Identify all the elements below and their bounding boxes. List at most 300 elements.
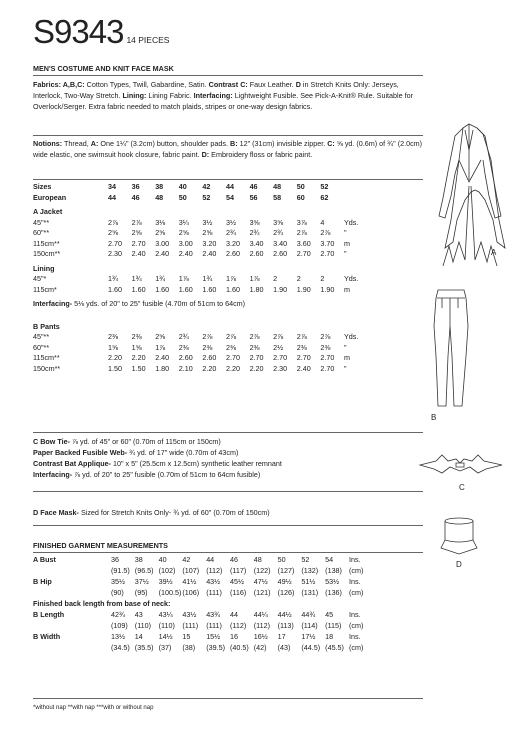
back-length-label: Finished back length from base of neck:: [33, 599, 171, 608]
yardage-value: 1⅞: [155, 342, 166, 352]
notions-b-text: 12" (31cm) invisible zipper.: [237, 139, 328, 148]
unit-cell: (cm): [348, 621, 364, 630]
measurement-label: A Bust: [33, 555, 56, 564]
yardage-value: 4: [320, 217, 325, 227]
yardage-value: 2⅜: [202, 342, 213, 352]
yardage-value: 3½: [202, 217, 213, 227]
unit-cell: m: [343, 284, 350, 294]
measurement-label: [33, 620, 111, 631]
measurement-value: (90): [111, 588, 124, 597]
yardage-table: [33, 182, 364, 374]
measurement-value: 15½: [206, 632, 221, 641]
yardage-value: 3.00: [178, 238, 193, 248]
measurement-value: (114): [301, 621, 318, 630]
measurement-value: 44½: [277, 610, 292, 619]
notions-b-label: B:: [230, 139, 238, 148]
size-cell: 38: [155, 182, 164, 191]
european-size-cell: 56: [249, 192, 258, 202]
yardage-value: 1.60: [178, 284, 193, 294]
measurement-value: (100.5): [158, 588, 182, 597]
measurement-value: 39½: [158, 577, 173, 586]
european-label: European: [33, 192, 67, 202]
jacket-tailcoat-illustration: [425, 120, 515, 270]
european-size-cell: 48: [155, 192, 164, 202]
yardage-value: 1.80: [155, 363, 170, 373]
yardage-value: 1⅞: [178, 274, 189, 283]
yardage-value: 2⅞: [249, 332, 260, 341]
yardage-value: 2.70: [320, 363, 335, 373]
yardage-value: 2.20: [108, 353, 122, 362]
yardage-row: [33, 364, 364, 375]
yardage-value: 2.60: [273, 249, 288, 258]
fabrics-label: Fabrics: A,B,C:: [33, 80, 85, 89]
measurement-value: 44¾: [301, 610, 316, 619]
measurement-value: (136): [325, 588, 342, 597]
measurement-label: [33, 565, 111, 576]
unit-cell: (cm): [348, 643, 364, 652]
yardage-value: 3⅛: [155, 217, 166, 227]
yardage-value: 3.20: [202, 238, 217, 248]
measurement-value: 43¼: [158, 610, 173, 619]
unit-cell: m: [343, 353, 350, 362]
yardage-value: 3.60: [296, 238, 311, 248]
yardage-value: 2.60: [178, 353, 193, 362]
yardage-value: 2.70: [273, 353, 288, 362]
bat-bowtie-illustration: [416, 451, 508, 479]
measurement-label: B Hip: [33, 577, 52, 586]
yardage-value: 1.90: [320, 284, 335, 294]
yardage-value: 2⅝: [178, 228, 189, 237]
web-label: Paper Backed Fusible Web-: [33, 448, 128, 457]
yardage-row: [33, 218, 364, 229]
notions-paragraph: [33, 138, 425, 160]
measurement-value: 35½: [111, 577, 125, 586]
fabric-width-label: 115cm**: [33, 238, 60, 248]
measurement-value: (35.5): [134, 643, 154, 652]
yardage-value: 2⅜: [131, 332, 142, 341]
measurement-value: (112): [206, 566, 223, 575]
measurement-value: (43): [277, 643, 291, 652]
unit-cell: ": [343, 342, 347, 352]
yardage-row: [33, 285, 364, 296]
yardage-value: 2.30: [108, 249, 122, 258]
mask-label: D Face Mask-: [33, 508, 79, 517]
measurement-value: (102): [158, 566, 176, 575]
section-header: [33, 207, 364, 218]
contrast-text: Faux Leather.: [247, 80, 296, 89]
divider: [33, 75, 423, 76]
fabric-width-label: 60"**: [33, 228, 50, 237]
bowtie-text: ⅞ yd. of 45" or 60" (0.70m of 115cm or 150cm): [70, 437, 221, 446]
footnote: *without nap **with nap ***with or without nap: [33, 705, 154, 711]
interfacing-a-cell: [33, 299, 364, 310]
measurement-value: 38: [134, 555, 143, 564]
measurement-value: (122): [253, 566, 271, 575]
yardage-value: 2⅞: [273, 332, 284, 341]
unit-cell: Ins.: [348, 632, 361, 641]
yardage-value: 2.40: [131, 249, 146, 258]
unit-cell: Ins.: [348, 555, 361, 564]
unit-cell: ": [343, 249, 347, 258]
measurement-value: (95): [134, 588, 148, 597]
yardage-value: 1.80: [249, 284, 264, 294]
measurement-value: (121): [253, 588, 271, 597]
measurement-value: (132): [301, 566, 319, 575]
divider: [33, 135, 423, 136]
section-header: [33, 322, 364, 333]
european-size-cell: 46: [131, 192, 140, 202]
yardage-value: 3.00: [155, 238, 170, 248]
lining-text: Lining Fabric.: [146, 91, 194, 100]
yardage-value: 2⅝: [131, 228, 142, 237]
measurement-value: (39.5): [206, 643, 225, 652]
measurement-value: (91.5): [111, 566, 130, 575]
bowtie-label: C Bow Tie-: [33, 437, 71, 446]
yardage-value: 2.60: [249, 249, 264, 258]
yardage-value: 1.60: [131, 284, 146, 294]
measurement-value: 43: [134, 610, 143, 619]
int-text: ⅞ yd. of 20" to 25" fusible (0.70m of 51cm to 64cm fusible): [72, 470, 261, 479]
yardage-value: 2.40: [178, 249, 193, 258]
measurement-value: (138): [325, 566, 342, 575]
fabric-width-label: 115cm**: [33, 353, 60, 362]
yardage-value: 2⅝: [155, 332, 166, 341]
fabrics-paragraph: [33, 79, 425, 112]
pants-illustration: [428, 286, 478, 416]
measurement-value: (42): [253, 643, 267, 652]
measurement-value: (107): [182, 566, 200, 575]
yardage-value: 2⅞: [225, 332, 236, 341]
web-text: ¾ yd. of 17" wide (0.70m of 43cm): [127, 448, 239, 457]
yardage-value: 2⅞: [202, 332, 213, 341]
measurement-row: [33, 565, 363, 576]
interfacing-row: [33, 299, 364, 310]
yardage-value: 2⅞: [296, 228, 307, 237]
interfacing-a-text: 5⅛ yds. of 20" to 25" fusible (4.70m of 51cm to 64cm): [72, 299, 246, 308]
yardage-value: 2⅜: [320, 342, 331, 352]
divider: [33, 552, 423, 553]
yardage-row: [33, 353, 364, 364]
european-row: [33, 193, 364, 204]
measurement-value: (127): [277, 566, 295, 575]
measurement-value: 44: [229, 610, 238, 619]
notions-d-text: Embroidery floss or fabric paint.: [209, 150, 313, 159]
measurement-row: [33, 587, 363, 598]
yardage-value: 2.20: [131, 353, 146, 362]
yardage-value: 2.70: [320, 353, 335, 362]
measurement-value: (115): [325, 621, 342, 630]
measurement-value: 54: [325, 555, 334, 564]
measurement-value: (113): [277, 621, 294, 630]
yardage-value: 3⅝: [249, 217, 260, 227]
sizes-label: Sizes: [33, 182, 52, 191]
measurement-value: (96.5): [134, 566, 154, 575]
yardage-value: 2½: [273, 342, 284, 352]
interfacing-a-label: Interfacing-: [33, 299, 73, 308]
yardage-value: 3.20: [225, 238, 240, 248]
measurement-value: (111): [182, 621, 199, 630]
yardage-value: 2.20: [249, 363, 264, 373]
size-cell: 34: [108, 182, 116, 191]
measurement-value: 44¼: [253, 610, 268, 619]
yardage-value: 2.20: [202, 363, 217, 373]
fusible-web-note: [33, 447, 238, 458]
measurement-row: [33, 620, 363, 631]
yardage-value: 1.90: [273, 284, 288, 294]
yardage-value: 1¾: [108, 274, 118, 283]
measurement-row: [33, 554, 363, 565]
yardage-value: 3.40: [273, 238, 288, 248]
measurement-value: (111): [206, 621, 222, 630]
section-header: [33, 264, 364, 275]
yardage-value: 2⅝: [202, 228, 213, 237]
section-title: Lining: [33, 263, 55, 273]
measurement-value: (38): [182, 643, 196, 652]
d-text: in Stretch Knits Only: Jerseys, Interlock, Two-Way Stretch.: [33, 80, 399, 100]
figure-a-label: A: [491, 248, 497, 257]
measurement-value: (109): [111, 621, 128, 630]
yardage-value: 3.70: [320, 238, 335, 248]
yardage-value: 1⅝: [108, 342, 118, 352]
divider: [33, 432, 423, 433]
yardage-value: 1⅞: [249, 274, 260, 283]
measurement-value: 15: [182, 632, 191, 641]
yardage-value: 1⅞: [225, 274, 236, 283]
yardage-row: [33, 228, 364, 239]
european-size-cell: 60: [296, 192, 305, 202]
fabric-width-label: 115cm*: [33, 284, 57, 294]
yardage-value: 2: [320, 274, 325, 283]
measurement-value: 44: [206, 555, 215, 564]
pattern-title: MEN'S COSTUME AND KNIT FACE MASK: [33, 64, 174, 73]
measurement-value: 40: [158, 555, 167, 564]
measurement-value: 53½: [325, 577, 340, 586]
yardage-value: 2.70: [131, 238, 146, 248]
measurement-value: (40.5): [229, 643, 249, 652]
pieces-count: 14 PIECES: [126, 35, 170, 45]
size-cell: 42: [202, 182, 211, 191]
yardage-value: 3⅞: [296, 217, 307, 227]
d-label: D: [295, 80, 301, 89]
measurement-value: (106): [182, 588, 200, 597]
notions-c-text: ⅝ yd. (0.6m) of ¾" (2.0cm) wide elastic, one swimsuit hook closure, fabric paint.: [33, 139, 423, 159]
yardage-value: 2.40: [202, 249, 217, 258]
notions-text: Thread,: [62, 139, 91, 148]
divider: [33, 491, 423, 492]
measurement-value: 43½: [182, 610, 197, 619]
unit-cell: (cm): [348, 566, 364, 575]
measurement-value: (44.5): [301, 643, 321, 652]
fabric-width-label: 45"*: [33, 274, 47, 283]
yardage-value: 2⅞: [108, 217, 118, 227]
notions-c-label: C:: [327, 139, 335, 148]
yardage-value: 1¾: [131, 274, 142, 283]
section-title: A Jacket: [33, 207, 63, 216]
divider: [33, 525, 423, 526]
measurement-value: 37½: [134, 577, 149, 586]
measurement-value: 18: [325, 632, 334, 641]
notions-label: Notions:: [33, 139, 63, 148]
divider: [33, 698, 423, 699]
measurement-value: 14½: [158, 632, 173, 641]
european-size-cell: 44: [108, 192, 116, 202]
unit-cell: Ins.: [348, 610, 361, 619]
unit-cell: Yds.: [343, 274, 359, 283]
fabric-width-label: 60"**: [33, 342, 50, 352]
yardage-value: 1⅝: [131, 342, 142, 352]
section-title: B Pants: [33, 321, 60, 331]
yardage-value: 2.40: [296, 363, 311, 373]
measurement-value: 46: [229, 555, 238, 564]
yardage-value: 1¾: [155, 274, 166, 283]
measurement-value: (112): [229, 621, 247, 630]
yardage-value: 2⅜: [178, 342, 189, 352]
unit-cell: ": [343, 363, 347, 373]
sizes-row: [33, 182, 364, 193]
yardage-value: 2.40: [155, 353, 170, 362]
measurement-value: 43¾: [206, 610, 221, 619]
fabric-width-label: 150cm**: [33, 249, 61, 258]
measurements-table: [33, 554, 363, 653]
european-size-cell: 50: [178, 192, 187, 202]
measurement-value: 42: [182, 555, 191, 564]
notions-a-label: A:: [90, 139, 99, 148]
notions-d-label: D:: [201, 150, 210, 159]
yardage-value: 2⅝: [108, 228, 118, 237]
yardage-value: 2.40: [155, 249, 170, 258]
measurement-value: (34.5): [111, 643, 130, 652]
unit-cell: m: [343, 238, 350, 248]
yardage-value: 2¾: [225, 228, 236, 237]
measurements-title: FINISHED GARMENT MEASUREMENTS: [33, 541, 168, 550]
measurement-label: [33, 642, 111, 653]
yardage-row: [33, 239, 364, 250]
yardage-value: 2: [273, 274, 278, 283]
yardage-value: 1.60: [202, 284, 217, 294]
unit-cell: Yds.: [343, 217, 359, 227]
interfacing-label: Interfacing:: [193, 91, 233, 100]
yardage-value: 2.70: [320, 249, 335, 258]
notions-a-text: One 1¼" (3.2cm) button, shoulder pads.: [98, 139, 230, 148]
yardage-value: 2⅞: [131, 217, 142, 227]
measurement-value: 16½: [253, 632, 268, 641]
bowtie-note: [33, 436, 221, 447]
measurement-value: (117): [229, 566, 247, 575]
figure-d-label: D: [456, 560, 462, 569]
yardage-value: 3¼: [178, 217, 189, 227]
unit-cell: Ins.: [348, 577, 361, 586]
header: [33, 14, 169, 50]
yardage-value: 2.30: [273, 363, 288, 373]
unit-cell: ": [343, 228, 347, 237]
size-cell: 44: [225, 182, 234, 191]
measurement-row: [33, 576, 363, 587]
bat-text: 10" x 5" (25.5cm x 12.5cm) synthetic leather remnant: [111, 459, 282, 468]
measurement-value: 48: [253, 555, 262, 564]
divider: [33, 179, 423, 180]
face-mask-note: [33, 507, 270, 518]
measurement-value: (37): [158, 643, 172, 652]
measurement-value: 16: [229, 632, 238, 641]
unit-cell: Yds.: [343, 332, 359, 341]
fabrics-text: Cotton Types, Twill, Gabardine, Satin.: [84, 80, 209, 89]
yardage-value: 3⅝: [273, 217, 284, 227]
yardage-value: 1.90: [296, 284, 311, 294]
yardage-value: 1.60: [108, 284, 122, 294]
size-cell: 40: [178, 182, 187, 191]
european-size-cell: 54: [225, 192, 234, 202]
measurement-value: 13½: [111, 632, 125, 641]
yardage-row: [33, 343, 364, 354]
pattern-number: S9343: [33, 13, 124, 50]
yardage-value: 2¾: [273, 228, 284, 237]
yardage-value: 1.60: [225, 284, 240, 294]
yardage-value: 2⅞: [296, 332, 307, 341]
yardage-value: 2.20: [225, 363, 240, 373]
yardage-value: 2.60: [202, 353, 217, 362]
fabric-width-label: 150cm**: [33, 363, 61, 373]
yardage-value: 2⅜: [225, 342, 236, 352]
yardage-row: [33, 332, 364, 343]
measurement-value: (116): [229, 588, 247, 597]
measurement-row: [33, 642, 363, 653]
yardage-value: 2.60: [225, 249, 240, 258]
measurement-value: (126): [277, 588, 295, 597]
measurement-value: (45.5): [325, 643, 344, 652]
mask-text: Sized for Stretch Knits Only- ¾ yd. of 60" (0.70m of 150cm): [78, 508, 270, 517]
european-size-cell: 52: [202, 192, 211, 202]
yardage-value: 2.10: [178, 363, 193, 373]
yardage-value: 3.40: [249, 238, 264, 248]
face-mask-illustration: [437, 516, 483, 558]
yardage-value: 2⅜: [296, 342, 307, 352]
yardage-value: 2⅜: [249, 342, 260, 352]
yardage-value: 2⅜: [108, 332, 118, 341]
yardage-row: [33, 274, 364, 285]
measurement-value: 36: [111, 555, 119, 564]
measurement-value: 45: [325, 610, 334, 619]
european-size-cell: 62: [320, 192, 329, 202]
measurement-value: 42¾: [111, 610, 125, 619]
interfacing-c-note: [33, 469, 260, 480]
back-length-row: [33, 598, 363, 609]
yardage-value: 2.70: [225, 353, 240, 362]
size-cell: 46: [249, 182, 258, 191]
fabric-width-label: 45"**: [33, 217, 50, 227]
measurement-value: 14: [134, 632, 143, 641]
measurement-value: 49½: [277, 577, 292, 586]
yardage-value: 1.50: [131, 363, 146, 373]
bat-applique-note: [33, 458, 282, 469]
measurement-value: 17: [277, 632, 286, 641]
contrast-label: Contrast C:: [208, 80, 248, 89]
yardage-value: 2⅞: [320, 332, 331, 341]
measurement-label: B Length: [33, 610, 65, 619]
fabric-width-label: 45"**: [33, 332, 50, 341]
european-size-cell: 58: [273, 192, 282, 202]
measurement-value: (112): [253, 621, 271, 630]
bat-label: Contrast Bat Applique-: [33, 459, 111, 468]
size-cell: 36: [131, 182, 140, 191]
measurement-value: 17½: [301, 632, 316, 641]
int-label: Interfacing-: [33, 470, 73, 479]
measurement-value: 51½: [301, 577, 316, 586]
measurement-value: 45½: [229, 577, 244, 586]
yardage-value: 2¾: [178, 332, 189, 341]
measurement-value: (111): [206, 588, 222, 597]
measurement-row: [33, 631, 363, 642]
yardage-value: 2.70: [249, 353, 264, 362]
